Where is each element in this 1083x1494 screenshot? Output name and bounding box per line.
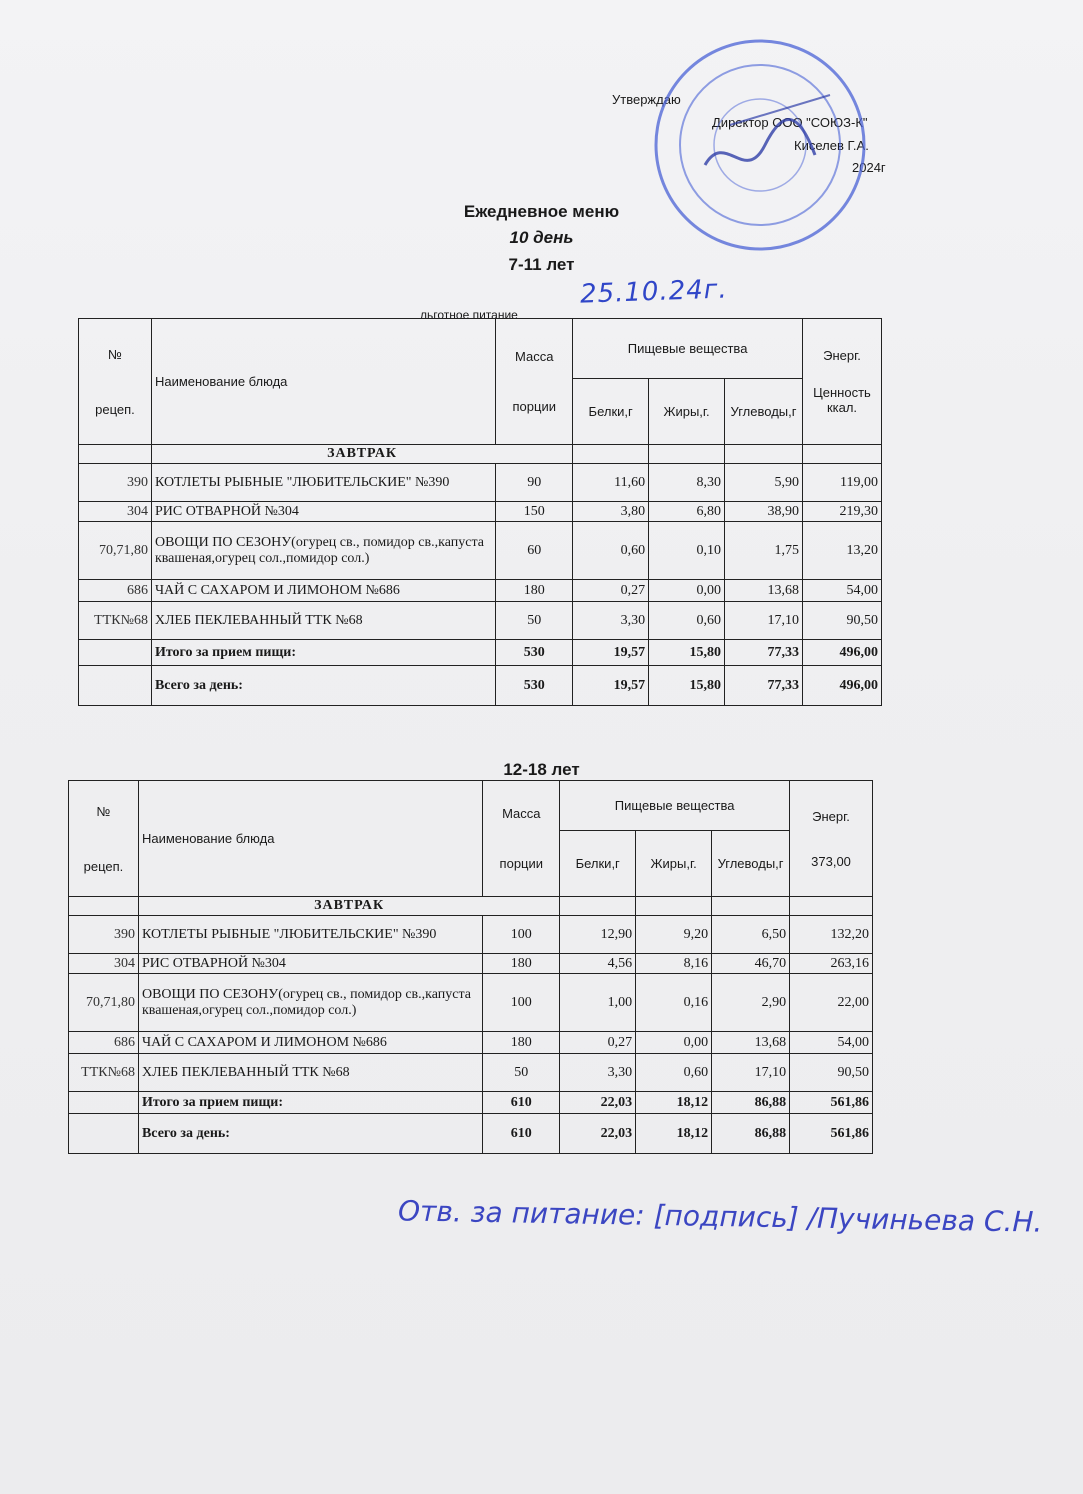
recipe-code: ТТК№68 [79, 602, 152, 640]
section-empty [573, 445, 649, 464]
subtotal-empty [69, 1092, 139, 1114]
fat-cell: 8,30 [649, 464, 725, 502]
carbs-cell: 13,68 [725, 580, 803, 602]
table-row [69, 954, 873, 974]
table-row [79, 464, 882, 502]
total-protein: 22,03 [560, 1114, 636, 1154]
company-seal-stamp [650, 35, 870, 255]
approval-label: Утверждаю [612, 92, 681, 107]
carbs-cell: 46,70 [712, 954, 790, 974]
table-row [79, 502, 882, 522]
table-row [69, 916, 873, 954]
dish-name: РИС ОТВАРНОЙ №304 [138, 954, 482, 974]
recipe-code: 686 [69, 1032, 139, 1054]
section-empty [725, 445, 803, 464]
energy-cell: 90,50 [790, 1054, 873, 1092]
header-num-bottom: рецеп. [83, 858, 124, 874]
protein-cell: 0,60 [573, 522, 649, 580]
menu-table-7-11 [78, 318, 882, 706]
table-row [69, 1032, 873, 1054]
header-nutrients: Пищевые вещества [560, 781, 790, 831]
section-empty [560, 897, 636, 916]
energy-cell: 13,20 [803, 522, 882, 580]
recipe-code: 70,71,80 [79, 522, 152, 580]
carbs-cell: 17,10 [725, 602, 803, 640]
mass-cell: 100 [483, 974, 560, 1032]
fat-cell: 0,10 [649, 522, 725, 580]
header-energy [803, 319, 882, 445]
subtotal-energy: 561,86 [790, 1092, 873, 1114]
header-dish: Наименование блюда [151, 319, 495, 445]
mass-cell: 150 [496, 502, 573, 522]
header-mass [483, 781, 560, 897]
header-protein: Белки,г [560, 831, 636, 897]
header-energy-bottom: 373,00 [811, 853, 851, 869]
carbs-cell: 17,10 [712, 1054, 790, 1092]
protein-cell: 3,30 [573, 602, 649, 640]
section-empty [636, 897, 712, 916]
subtotal-protein: 22,03 [560, 1092, 636, 1114]
fat-cell: 0,60 [649, 602, 725, 640]
total-row [69, 1114, 873, 1154]
header-nutrients: Пищевые вещества [573, 319, 803, 379]
header-fat: Жиры,г. [636, 831, 712, 897]
header-fat: Жиры,г. [649, 379, 725, 445]
total-mass: 530 [496, 666, 573, 706]
handwritten-date: 25.10.24г. [579, 274, 729, 310]
total-carbs: 77,33 [725, 666, 803, 706]
approval-director: Директор ООО "СОЮЗ-К" [712, 115, 868, 130]
protein-cell: 0,27 [560, 1032, 636, 1054]
energy-cell: 219,30 [803, 502, 882, 522]
total-fat: 18,12 [636, 1114, 712, 1154]
recipe-code: 70,71,80 [69, 974, 139, 1032]
table-row [79, 522, 882, 580]
header-carbs: Углеводы,г [725, 379, 803, 445]
header-mass-bottom: порции [499, 856, 544, 871]
dish-name: ЧАЙ С САХАРОМ И ЛИМОНОМ №686 [151, 580, 495, 602]
approval-name: Киселев Г.А. [794, 138, 869, 153]
header-mass-top: Масса [502, 806, 541, 821]
total-label: Всего за день: [151, 666, 495, 706]
age-group-1: 7-11 лет [508, 255, 575, 274]
header-energy [790, 781, 873, 897]
subtotal-empty [79, 640, 152, 666]
mass-cell: 90 [496, 464, 573, 502]
recipe-code: 304 [69, 954, 139, 974]
header-energy-top: Энерг. [823, 348, 861, 363]
table-row [69, 974, 873, 1032]
mass-cell: 60 [496, 522, 573, 580]
carbs-cell: 38,90 [725, 502, 803, 522]
header-carbs: Углеводы,г [712, 831, 790, 897]
header-energy-bottom: Ценность ккал. [813, 385, 871, 415]
total-fat: 15,80 [649, 666, 725, 706]
fat-cell: 0,60 [636, 1054, 712, 1092]
subtotal-protein: 19,57 [573, 640, 649, 666]
subtotal-carbs: 86,88 [712, 1092, 790, 1114]
subtotal-fat: 15,80 [649, 640, 725, 666]
dish-name: РИС ОТВАРНОЙ №304 [151, 502, 495, 522]
carbs-cell: 1,75 [725, 522, 803, 580]
page-title: Ежедневное меню [463, 202, 620, 221]
subtotal-fat: 18,12 [636, 1092, 712, 1114]
fat-cell: 0,16 [636, 974, 712, 1032]
total-empty [79, 666, 152, 706]
energy-cell: 54,00 [790, 1032, 873, 1054]
fat-cell: 0,00 [649, 580, 725, 602]
dish-name: ХЛЕБ ПЕКЛЕВАННЫЙ ТТК №68 [151, 602, 495, 640]
section-empty [803, 445, 882, 464]
recipe-code: 304 [79, 502, 152, 522]
approval-year: 2024г [852, 160, 886, 175]
protein-cell: 4,56 [560, 954, 636, 974]
day-label: 10 день [509, 228, 574, 247]
total-empty [69, 1114, 139, 1154]
total-label: Всего за день: [138, 1114, 482, 1154]
energy-cell: 119,00 [803, 464, 882, 502]
dish-name: ОВОЩИ ПО СЕЗОНУ(огурец св., помидор св.,капуста квашеная,огурец сол.,помидор сол.) [151, 522, 495, 580]
subtotal-mass: 530 [496, 640, 573, 666]
total-mass: 610 [483, 1114, 560, 1154]
subtotal-label: Итого за прием пищи: [151, 640, 495, 666]
carbs-cell: 5,90 [725, 464, 803, 502]
section-empty [649, 445, 725, 464]
protein-cell: 11,60 [573, 464, 649, 502]
mass-cell: 180 [483, 1032, 560, 1054]
subtotal-row [79, 640, 882, 666]
recipe-code: 686 [79, 580, 152, 602]
section-breakfast: ЗАВТРАК [138, 897, 559, 916]
energy-cell: 22,00 [790, 974, 873, 1032]
header-num-top: № [108, 346, 122, 362]
section-empty [790, 897, 873, 916]
dish-name: ХЛЕБ ПЕКЛЕВАННЫЙ ТТК №68 [138, 1054, 482, 1092]
total-row [79, 666, 882, 706]
header-recipe-num [79, 319, 152, 445]
recipe-code: 390 [69, 916, 139, 954]
protein-cell: 1,00 [560, 974, 636, 1032]
energy-cell: 132,20 [790, 916, 873, 954]
total-energy: 561,86 [790, 1114, 873, 1154]
protein-cell: 0,27 [573, 580, 649, 602]
header-mass-bottom: порции [512, 399, 556, 414]
dish-name: КОТЛЕТЫ РЫБНЫЕ "ЛЮБИТЕЛЬСКИЕ" №390 [151, 464, 495, 502]
header-energy-top: Энерг. [812, 808, 850, 824]
total-protein: 19,57 [573, 666, 649, 706]
protein-cell: 3,30 [560, 1054, 636, 1092]
header-num-top: № [96, 803, 111, 819]
header-mass-top: Масса [515, 349, 554, 364]
header-num-bottom: рецеп. [95, 401, 135, 417]
subtotal-carbs: 77,33 [725, 640, 803, 666]
recipe-code: ТТК№68 [69, 1054, 139, 1092]
energy-cell: 54,00 [803, 580, 882, 602]
fat-cell: 6,80 [649, 502, 725, 522]
protein-cell: 3,80 [573, 502, 649, 522]
protein-cell: 12,90 [560, 916, 636, 954]
subtotal-label: Итого за прием пищи: [138, 1092, 482, 1114]
recipe-code: 390 [79, 464, 152, 502]
mass-cell: 50 [483, 1054, 560, 1092]
carbs-cell: 13,68 [712, 1032, 790, 1054]
subsidy-note: льготное питание [420, 308, 518, 322]
fat-cell: 8,16 [636, 954, 712, 974]
subtotal-row [69, 1092, 873, 1114]
energy-cell: 90,50 [803, 602, 882, 640]
table-row [79, 602, 882, 640]
mass-cell: 180 [496, 580, 573, 602]
table-row [69, 1054, 873, 1092]
menu-table-12-18 [68, 780, 873, 1154]
dish-name: КОТЛЕТЫ РЫБНЫЕ "ЛЮБИТЕЛЬСКИЕ" №390 [138, 916, 482, 954]
subtotal-energy: 496,00 [803, 640, 882, 666]
section-empty [79, 445, 152, 464]
mass-cell: 180 [483, 954, 560, 974]
age-group-2: 12-18 лет [503, 760, 580, 779]
section-breakfast: ЗАВТРАК [151, 445, 572, 464]
fat-cell: 0,00 [636, 1032, 712, 1054]
carbs-cell: 6,50 [712, 916, 790, 954]
dish-name: ЧАЙ С САХАРОМ И ЛИМОНОМ №686 [138, 1032, 482, 1054]
header-dish: Наименование блюда [138, 781, 482, 897]
carbs-cell: 2,90 [712, 974, 790, 1032]
mass-cell: 100 [483, 916, 560, 954]
energy-cell: 263,16 [790, 954, 873, 974]
header-recipe-num [69, 781, 139, 897]
total-carbs: 86,88 [712, 1114, 790, 1154]
section-empty [712, 897, 790, 916]
header-mass [496, 319, 573, 445]
section-empty [69, 897, 139, 916]
table-row [79, 580, 882, 602]
responsible-signature: Отв. за питание: [подпись] /Пучиньева С.Н. [397, 1194, 1043, 1239]
fat-cell: 9,20 [636, 916, 712, 954]
dish-name: ОВОЩИ ПО СЕЗОНУ(огурец св., помидор св.,капуста квашеная,огурец сол.,помидор сол.) [138, 974, 482, 1032]
subtotal-mass: 610 [483, 1092, 560, 1114]
header-protein: Белки,г [573, 379, 649, 445]
total-energy: 496,00 [803, 666, 882, 706]
mass-cell: 50 [496, 602, 573, 640]
